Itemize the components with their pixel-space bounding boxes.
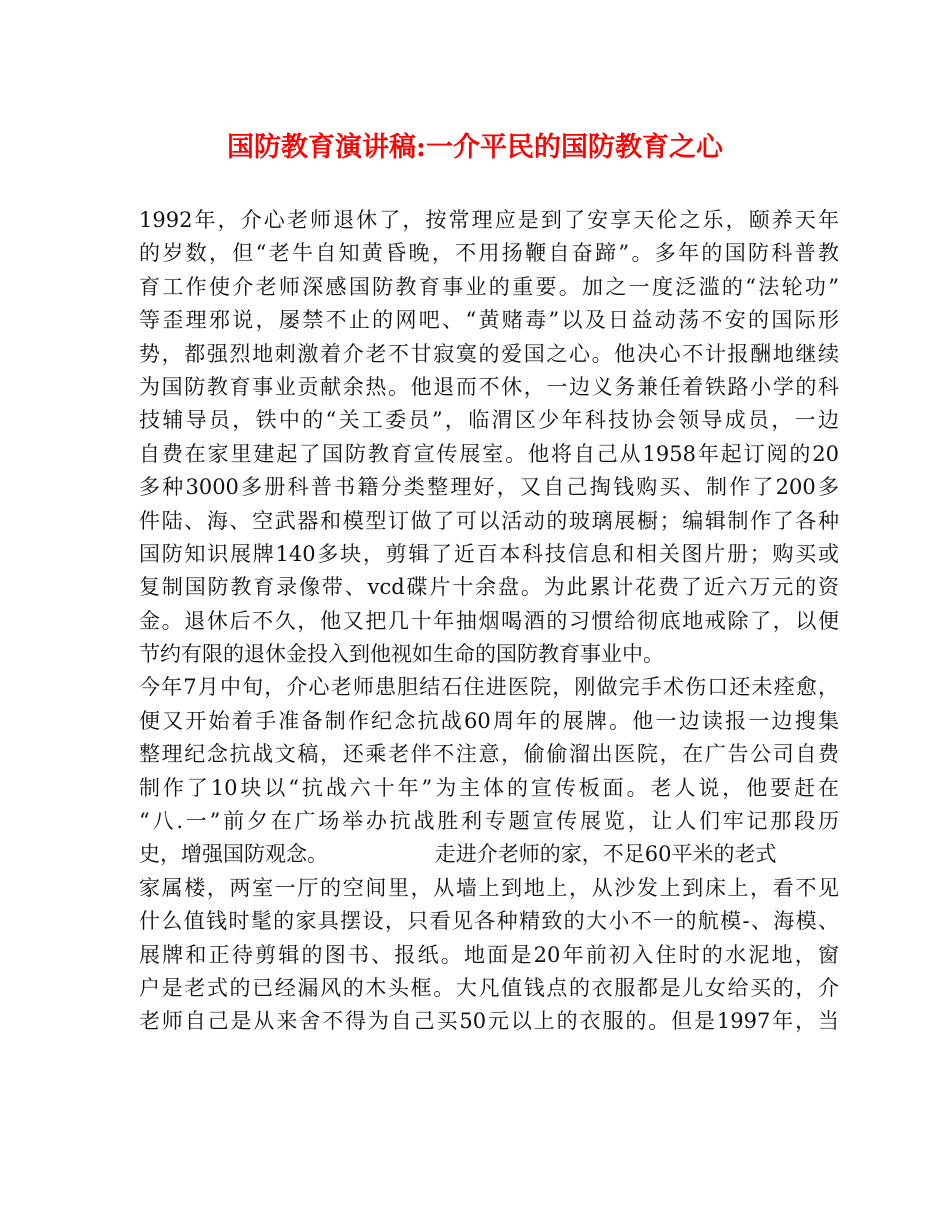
document-body bbox=[139, 204, 839, 1039]
body-line: 国防知识展牌140多块，剪辑了近百本科技信息和相关图片册；购买或 bbox=[139, 541, 839, 566]
body-line: 便又开始着手准备制作纪念抗战60周年的展牌。他一边读报一边搜集 bbox=[139, 708, 839, 733]
body-line: 多种3000多册科普书籍分类整理好，又自己掏钱购买、制作了200多 bbox=[139, 475, 839, 500]
body-line: 等歪理邪说，屡禁不止的网吧、“黄赌毒”以及日益动荡不安的国际形 bbox=[139, 308, 839, 333]
body-line: 金。退休后不久，他又把几十年抽烟喝酒的习惯给彻底地戒除了，以便 bbox=[139, 608, 839, 633]
body-line: 1992年，介心老师退休了，按常理应是到了安享天伦之乐，颐养天年 bbox=[139, 208, 839, 232]
body-line: 技辅导员，铁中的“关工委员”，临渭区少年科技协会领导成员，一边 bbox=[139, 408, 839, 433]
body-line: “八.一”前夕在广场举办抗战胜利专题宣传展览，让人们牢记那段历 bbox=[139, 809, 839, 834]
body-line: 史，增强国防观念。 走进介老师的家，不足60平米的老式 bbox=[139, 842, 777, 867]
body-line: 势，都强烈地刺激着介老不甘寂寞的爱国之心。他决心不计报酬地继续 bbox=[139, 341, 839, 366]
body-line: 家属楼，两室一厅的空间里，从墙上到地上，从沙发上到床上，看不见 bbox=[139, 875, 839, 900]
body-line: 户是老式的已经漏风的木头框。大凡值钱点的衣服都是儿女给买的，介 bbox=[139, 975, 839, 1000]
body-line: 为国防教育事业贡献余热。他退而不休，一边义务兼任着铁路小学的科 bbox=[139, 374, 839, 399]
body-line: 今年7月中旬，介心老师患胆结石住进医院，刚做完手术伤口还未痊愈， bbox=[139, 675, 839, 700]
body-line: 复制国防教育录像带、vcd碟片十余盘。为此累计花费了近六万元的资 bbox=[139, 575, 839, 600]
body-line: 老师自己是从来舍不得为自己买50元以上的衣服的。但是1997年，当 bbox=[139, 1009, 839, 1034]
body-line: 展牌和正待剪辑的图书、报纸。地面是20年前初入住时的水泥地，窗 bbox=[139, 942, 839, 967]
body-line: 节约有限的退休金投入到他视如生命的国防教育事业中。 bbox=[139, 642, 664, 667]
body-line: 什么值钱时髦的家具摆设，只看见各种精致的大小不一的航模-、海模、 bbox=[139, 909, 839, 934]
body-line: 自费在家里建起了国防教育宣传展室。他将自己从1958年起订阅的20 bbox=[139, 441, 839, 466]
body-line: 整理纪念抗战文稿，还乘老伴不注意，偷偷溜出医院，在广告公司自费 bbox=[139, 742, 839, 767]
body-line: 制作了10块以“抗战六十年”为主体的宣传板面。老人说，他要赶在 bbox=[139, 775, 839, 800]
body-line: 件陆、海、空武器和模型订做了可以活动的玻璃展橱；编辑制作了各种 bbox=[139, 508, 839, 533]
body-line: 的岁数，但“老牛自知黄昏晚，不用扬鞭自奋蹄”。多年的国防科普教 bbox=[139, 241, 839, 266]
body-line: 育工作使介老师深感国防教育事业的重要。加之一度泛滥的“法轮功” bbox=[139, 274, 839, 299]
document-title: 国防教育演讲稿:一介平民的国防教育之心 bbox=[227, 132, 723, 163]
